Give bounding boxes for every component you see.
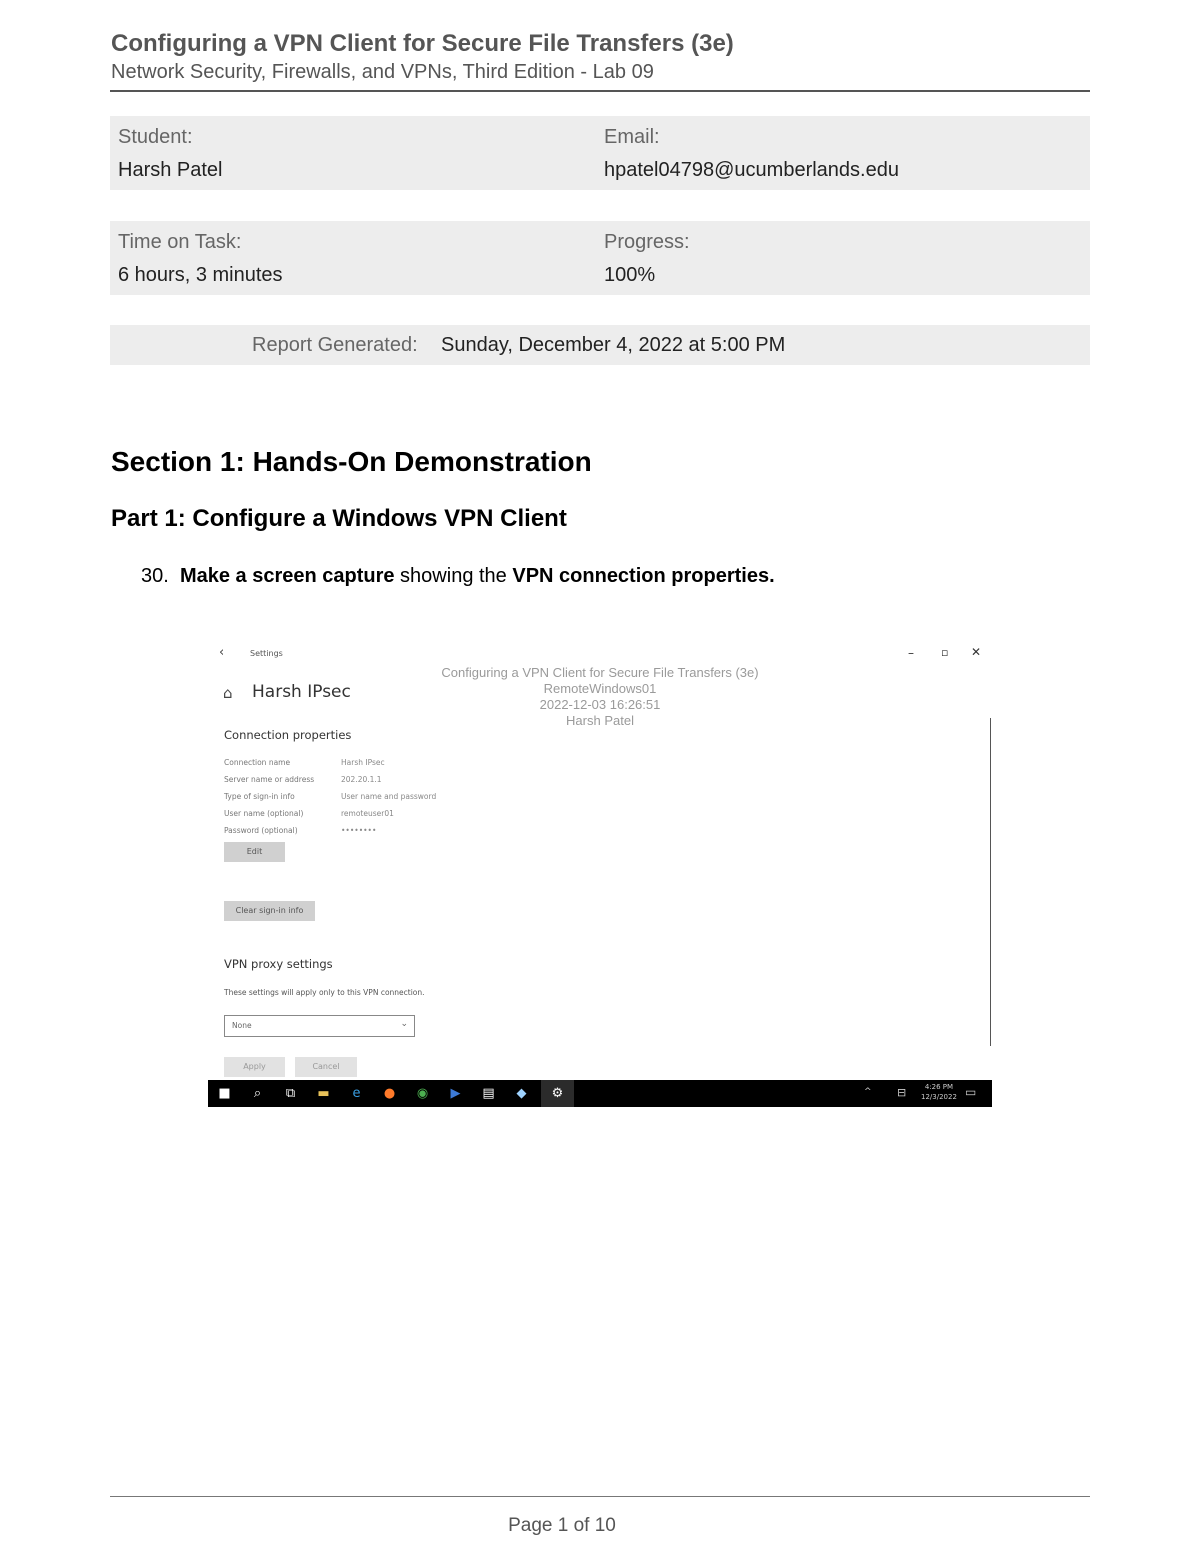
apply-button[interactable]: Apply <box>224 1057 285 1077</box>
search-icon[interactable]: ⌕ <box>253 1086 262 1101</box>
proxy-select-value: None <box>232 1021 252 1030</box>
property-label: Type of sign-in info <box>224 792 295 801</box>
student-label: Student: <box>118 126 193 148</box>
notification-icon[interactable]: ▭ <box>965 1085 977 1099</box>
network-icon[interactable]: ⊟ <box>897 1086 907 1099</box>
part-title: Part 1: Configure a Windows VPN Client <box>111 505 567 532</box>
property-value: remoteuser01 <box>341 809 394 818</box>
step-bold-1: Make a screen capture <box>179 565 395 587</box>
back-arrow-icon[interactable]: ‹ <box>219 645 225 660</box>
header-divider <box>110 90 1090 92</box>
property-value: User name and password <box>341 792 437 801</box>
clear-sign-in-info-button[interactable]: Clear sign-in info <box>224 901 315 921</box>
document-title: Configuring a VPN Client for Secure File Transfers (3e) <box>111 30 734 57</box>
property-label: Connection name <box>224 758 291 767</box>
document-subtitle: Network Security, Firewalls, and VPNs, Third Edition - Lab 09 <box>111 61 654 83</box>
vpn-connection-heading: Harsh IPsec <box>252 682 351 702</box>
windows-taskbar <box>208 1080 992 1107</box>
property-label: Server name or address <box>224 775 315 784</box>
cancel-button[interactable]: Cancel <box>295 1057 357 1077</box>
task-info-box <box>110 221 1090 295</box>
student-value: Harsh Patel <box>118 159 223 181</box>
proxy-select[interactable] <box>224 1015 415 1037</box>
app-icon[interactable]: ◆ <box>516 1086 527 1101</box>
taskbar-date: 12/3/2022 <box>921 1093 957 1101</box>
taskbar-clock[interactable] <box>921 1082 957 1102</box>
report-generated-value: Sunday, December 4, 2022 at 5:00 PM <box>441 334 786 356</box>
step-number: 30. <box>141 565 169 587</box>
section-title: Section 1: Hands-On Demonstration <box>111 446 592 477</box>
chevron-up-icon[interactable]: ^ <box>864 1087 872 1097</box>
settings-gear-icon[interactable]: ⚙ <box>541 1080 574 1107</box>
command-prompt-icon[interactable]: ▤ <box>482 1086 495 1101</box>
email-value: hpatel04798@ucumberlands.edu <box>604 159 899 181</box>
scrollbar-track[interactable] <box>990 718 991 1046</box>
report-generated-box <box>110 325 1090 365</box>
chrome-icon[interactable]: ◉ <box>416 1086 429 1101</box>
progress-value: 100% <box>604 264 656 286</box>
report-generated-label: Report Generated: <box>252 334 418 356</box>
step-text-1: showing the <box>394 565 513 587</box>
property-value: Harsh IPsec <box>341 758 385 767</box>
edge-browser-icon[interactable]: e <box>352 1086 361 1101</box>
taskbar-time: 4:26 PM <box>924 1083 954 1091</box>
watermark-student: Harsh Patel <box>566 713 634 728</box>
minimize-icon[interactable]: – <box>908 646 914 660</box>
settings-window-title: Settings <box>250 649 283 658</box>
watermark-machine: RemoteWindows01 <box>543 681 657 696</box>
task-view-icon[interactable]: ⧉ <box>285 1086 296 1101</box>
page-number: Page 1 of 10 <box>508 1515 616 1536</box>
progress-label: Progress: <box>604 231 690 253</box>
property-label: User name (optional) <box>224 809 304 818</box>
watermark-lab-title: Configuring a VPN Client for Secure File Transfers (3e) <box>441 665 759 680</box>
maximize-icon[interactable]: ▫ <box>941 646 949 659</box>
home-icon[interactable]: ⌂ <box>223 684 233 702</box>
step-30 <box>141 565 775 588</box>
chevron-down-icon: ⌄ <box>400 1019 408 1029</box>
property-value: 202.20.1.1 <box>341 775 382 784</box>
vpn-proxy-settings-title: VPN proxy settings <box>224 957 333 971</box>
connection-properties-title: Connection properties <box>224 728 352 742</box>
firefox-icon[interactable]: ● <box>383 1086 396 1101</box>
time-value: 6 hours, 3 minutes <box>118 264 283 286</box>
watermark-timestamp: 2022-12-03 16:26:51 <box>539 697 661 712</box>
student-info-box <box>110 116 1090 190</box>
start-icon[interactable]: ■ <box>218 1086 231 1101</box>
edit-button[interactable]: Edit <box>224 842 285 862</box>
vpn-properties-screenshot <box>208 640 992 1107</box>
powershell-icon[interactable]: ▶ <box>450 1086 461 1101</box>
property-value: •••••••• <box>341 826 377 835</box>
vpn-proxy-settings-description: These settings will apply only to this VPN connection. <box>224 988 425 997</box>
file-explorer-icon[interactable]: ▬ <box>317 1086 330 1101</box>
property-label: Password (optional) <box>224 826 298 835</box>
close-icon[interactable]: ✕ <box>971 645 982 659</box>
step-bold-2: VPN connection properties. <box>512 565 775 587</box>
email-label: Email: <box>604 126 660 148</box>
time-label: Time on Task: <box>118 231 242 253</box>
footer-divider <box>110 1496 1090 1497</box>
